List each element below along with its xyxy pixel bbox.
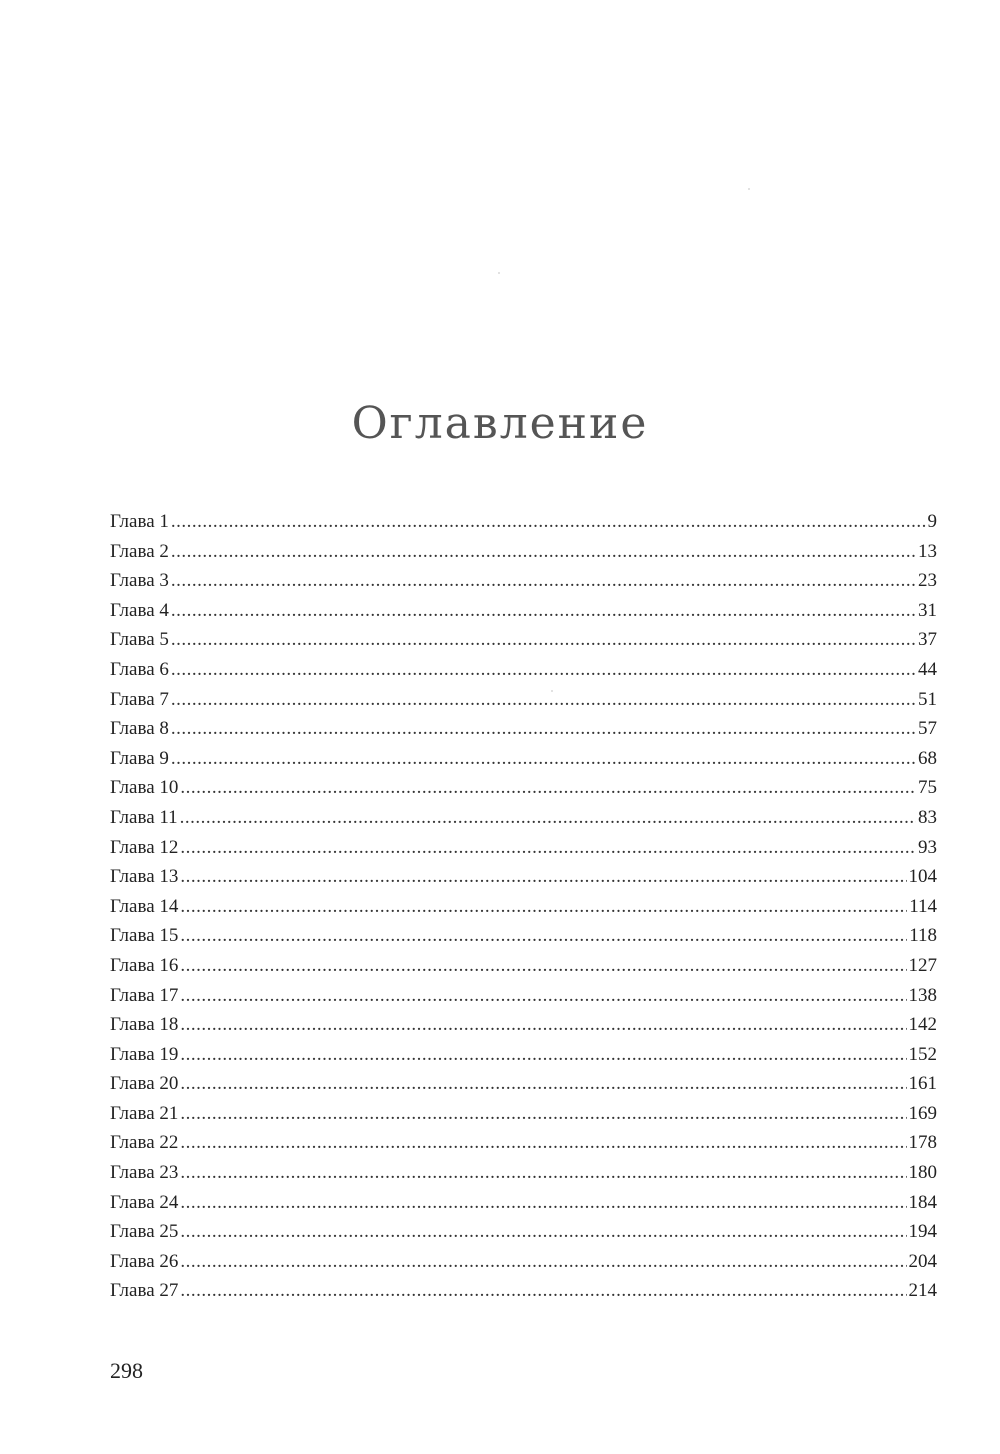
toc-entry-page: 93 [918, 836, 937, 858]
toc-entry-label: Глава 12 [110, 836, 179, 858]
toc-entry-label: Глава 16 [110, 954, 179, 976]
toc-entry[interactable] [110, 837, 937, 867]
toc-entry-page: 184 [908, 1191, 937, 1213]
page-number: 298 [110, 1358, 143, 1383]
toc-entry[interactable] [110, 570, 937, 600]
toc-entry[interactable] [110, 777, 937, 807]
toc-dot-leader [180, 1162, 906, 1184]
paper-speck [748, 188, 750, 190]
toc-entry-page: 180 [908, 1162, 937, 1184]
toc-dot-leader [180, 1132, 906, 1154]
toc-dot-leader [180, 837, 916, 859]
toc-entry-page: 23 [918, 570, 937, 592]
toc-entry[interactable] [110, 1162, 937, 1192]
toc-entry[interactable] [110, 985, 937, 1015]
toc-entry-label: Глава 26 [110, 1250, 179, 1272]
toc-entry-page: 44 [918, 658, 937, 680]
toc-entry-label: Глава 19 [110, 1043, 179, 1065]
toc-dot-leader [171, 748, 916, 770]
toc-dot-leader [171, 570, 916, 592]
toc-dot-leader [180, 985, 906, 1007]
toc-entry[interactable] [110, 1103, 937, 1133]
toc-entry[interactable] [110, 748, 937, 778]
toc-dot-leader [180, 1044, 906, 1066]
toc-entry-label: Глава 20 [110, 1073, 179, 1095]
toc-dot-leader [180, 925, 907, 947]
toc-entry-label: Глава 1 [110, 511, 169, 532]
toc-entry-page: 114 [909, 895, 937, 917]
toc-entry-label: Глава 27 [110, 1280, 179, 1302]
toc-entry-page: 9 [927, 511, 937, 532]
toc-dot-leader [180, 1103, 906, 1125]
toc-entry-label: Глава 22 [110, 1132, 179, 1154]
toc-entry-page: 83 [918, 806, 937, 828]
toc-entry-label: Глава 6 [110, 658, 169, 680]
toc-entry-label: Глава 5 [110, 629, 169, 651]
toc-entry-label: Глава 8 [110, 718, 169, 740]
toc-entry[interactable] [110, 1132, 937, 1162]
toc-dot-leader [180, 1280, 906, 1302]
toc-dot-leader [171, 629, 916, 651]
toc-entry-label: Глава 11 [110, 806, 178, 828]
toc-entry-page: 204 [908, 1250, 937, 1272]
toc-entry-page: 57 [918, 718, 937, 740]
toc-dot-leader [180, 807, 916, 829]
toc-dot-leader [180, 1073, 906, 1095]
toc-entry[interactable] [110, 629, 937, 659]
toc-entry-page: 75 [918, 777, 937, 799]
toc-dot-leader [180, 1014, 906, 1036]
toc-dot-leader [180, 777, 916, 799]
toc-entry[interactable] [110, 1014, 937, 1044]
toc-dot-leader [180, 1221, 906, 1243]
toc-entry[interactable] [110, 866, 937, 896]
toc-dot-leader [171, 718, 916, 740]
toc-entry-page: 127 [908, 954, 937, 976]
toc-entry-label: Глава 2 [110, 540, 169, 562]
toc-entry-page: 31 [918, 599, 937, 621]
toc-entry[interactable] [110, 925, 937, 955]
toc-entry[interactable] [110, 955, 937, 985]
toc-dot-leader [180, 1192, 906, 1214]
toc-entry[interactable] [110, 1192, 937, 1222]
toc-entry-page: 152 [908, 1043, 937, 1065]
toc-dot-leader [171, 600, 916, 622]
toc-entry-page: 142 [908, 1014, 937, 1036]
toc-entry-label: Глава 7 [110, 688, 169, 710]
toc-entry[interactable] [110, 689, 937, 719]
toc-entry-label: Глава 3 [110, 570, 169, 592]
toc-entry[interactable] [110, 1280, 937, 1310]
toc-entry[interactable] [110, 1073, 937, 1103]
toc-dot-leader [171, 689, 916, 711]
toc-dot-leader [180, 896, 907, 918]
toc-list [110, 511, 937, 1310]
toc-entry-page: 37 [918, 629, 937, 651]
toc-entry-page: 194 [908, 1221, 937, 1243]
toc-entry-page: 13 [918, 540, 937, 562]
toc-entry-label: Глава 9 [110, 747, 169, 769]
toc-entry[interactable] [110, 600, 937, 630]
paper-speck [498, 272, 500, 274]
toc-entry-label: Глава 21 [110, 1102, 179, 1124]
toc-title: Оглавление [351, 398, 649, 449]
toc-entry-page: 138 [908, 984, 937, 1006]
toc-entry-page: 51 [918, 688, 937, 710]
toc-entry-page: 118 [909, 925, 937, 947]
toc-entry-label: Глава 25 [110, 1221, 179, 1243]
toc-dot-leader [171, 659, 916, 681]
toc-entry[interactable] [110, 718, 937, 748]
toc-dot-leader [180, 955, 906, 977]
toc-entry-page: 214 [908, 1280, 937, 1302]
toc-entry[interactable] [110, 807, 937, 837]
toc-entry-label: Глава 18 [110, 1014, 179, 1036]
toc-entry-label: Глава 17 [110, 984, 179, 1006]
toc-dot-leader [180, 1251, 906, 1273]
toc-entry[interactable] [110, 1251, 937, 1281]
toc-entry-page: 104 [908, 866, 937, 888]
toc-entry-page: 161 [908, 1073, 937, 1095]
toc-entry-label: Глава 15 [110, 925, 179, 947]
toc-entry-label: Глава 24 [110, 1191, 179, 1213]
toc-dot-leader [171, 511, 926, 533]
toc-entry[interactable] [110, 659, 937, 689]
toc-entry[interactable] [110, 1221, 937, 1251]
toc-entry[interactable] [110, 511, 937, 541]
toc-entry-label: Глава 14 [110, 895, 179, 917]
toc-entry-page: 178 [908, 1132, 937, 1154]
toc-dot-leader [171, 541, 916, 563]
toc-entry[interactable] [110, 896, 937, 926]
toc-entry-label: Глава 13 [110, 866, 179, 888]
toc-entry-label: Глава 4 [110, 599, 169, 621]
toc-entry[interactable] [110, 541, 937, 571]
toc-entry-label: Глава 10 [110, 777, 179, 799]
toc-dot-leader [180, 866, 906, 888]
toc-entry[interactable] [110, 1044, 937, 1074]
toc-entry-page: 169 [908, 1102, 937, 1124]
toc-entry-label: Глава 23 [110, 1162, 179, 1184]
toc-entry-page: 68 [918, 747, 937, 769]
